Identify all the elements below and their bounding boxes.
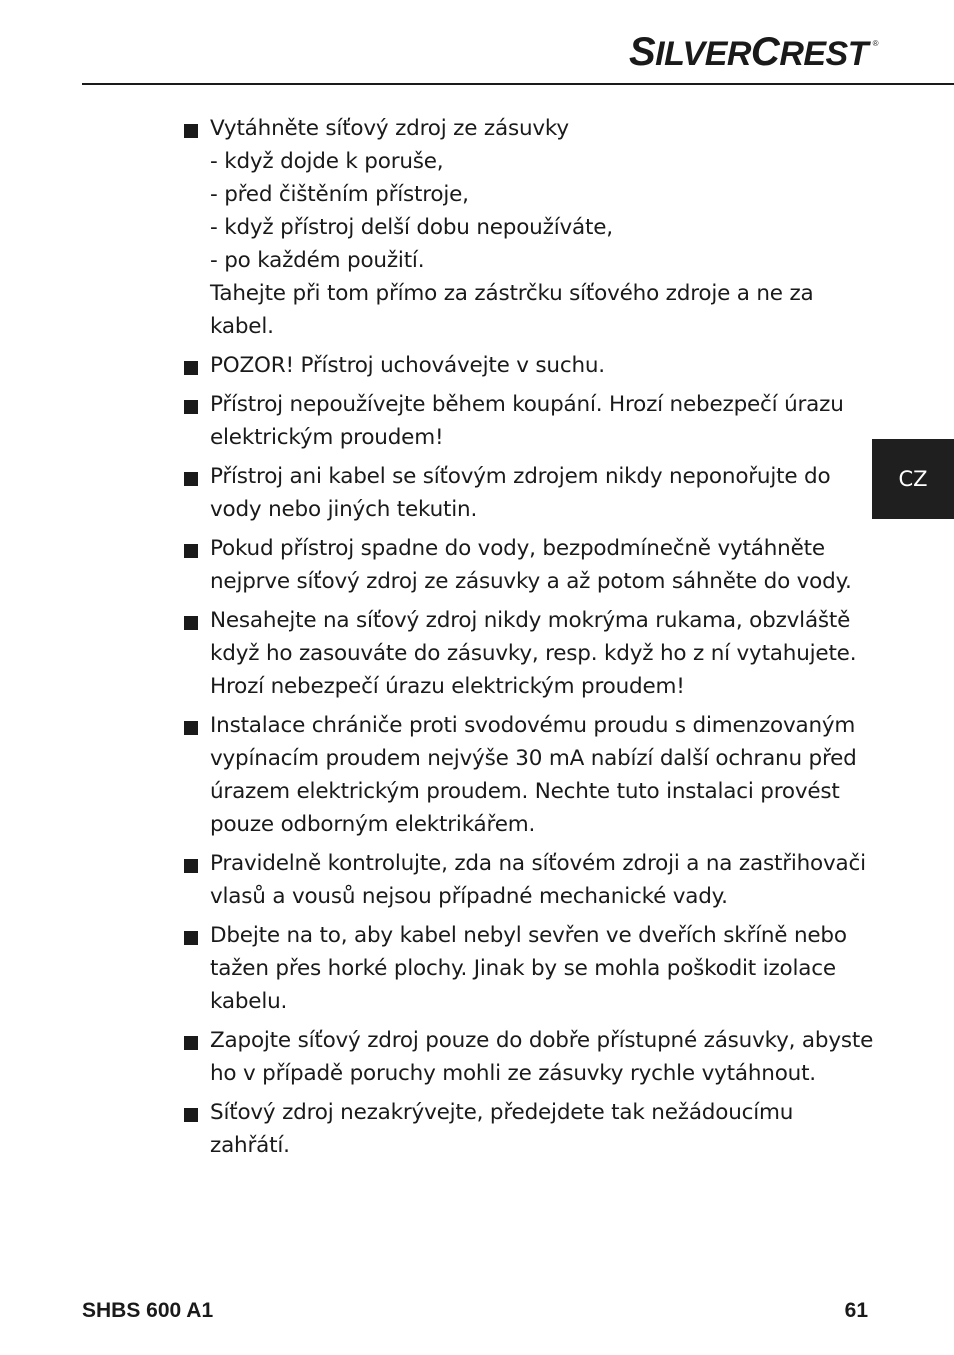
square-bullet-icon (184, 400, 198, 414)
list-item-line: - po každém použití. (210, 248, 425, 273)
list-item (184, 847, 866, 913)
list-item (184, 604, 857, 703)
list-item-line: Síťový zdroj nezakrývejte, předejdete tak nežádoucímu (210, 1100, 794, 1125)
list-item-line: pouze odborným elektrikářem. (210, 812, 536, 837)
square-bullet-icon (184, 124, 198, 138)
square-bullet-icon (184, 472, 198, 486)
list-item (184, 919, 847, 1018)
list-item (184, 349, 844, 382)
footer-model-number: SHBS 600 A1 (82, 1299, 214, 1322)
list-item-line: Pravidelně kontrolujte, zda na síťovém zdroji a na zastřihovači (210, 851, 866, 876)
list-item-line: Vytáhněte síťový zdroj ze zásuvky (210, 116, 569, 141)
list-item-line: úrazem elektrickým proudem. Nechte tuto instalaci provést (210, 779, 840, 804)
list-item (184, 1024, 874, 1090)
footer-page-number: 61 (844, 1299, 868, 1322)
header-divider (82, 83, 954, 85)
square-bullet-icon (184, 1108, 198, 1122)
square-bullet-icon (184, 859, 198, 873)
safety-instructions-list (184, 112, 874, 1168)
list-item-line: Přístroj nepoužívejte během koupání. Hrozí nebezpečí úrazu (210, 392, 844, 417)
list-item-line: kabel. (210, 314, 274, 339)
language-tab-label: CZ (898, 467, 928, 491)
list-item (184, 388, 844, 454)
square-bullet-icon (184, 616, 198, 630)
list-item-line: Instalace chrániče proti svodovému proudu s dimenzovaným (210, 713, 856, 738)
list-item-line: Dbejte na to, aby kabel nebyl sevřen ve dveřích skříně nebo (210, 923, 847, 948)
list-item-line: elektrickým proudem! (210, 425, 444, 450)
list-item (184, 112, 844, 343)
logo-part2-initial: C (750, 30, 780, 74)
list-item-line: Hrozí nebezpečí úrazu elektrickým proudem! (210, 674, 685, 699)
list-item-line: Pokud přístroj spadne do vody, bezpodmínečně vytáhněte (210, 536, 825, 561)
list-item-line: tažen přes horké plochy. Jinak by se mohla poškodit izolace (210, 956, 836, 981)
square-bullet-icon (184, 361, 198, 375)
list-item (184, 460, 844, 526)
list-item-line: nejprve síťový zdroj ze zásuvky a až potom sáhněte do vody. (210, 569, 852, 594)
list-item-line: vypínacím proudem nejvýše 30 mA nabízí další ochranu před (210, 746, 857, 771)
list-item-line: - před čištěním přístroje, (210, 182, 469, 207)
logo-part2-rest: REST (779, 35, 868, 73)
list-item (184, 1096, 844, 1162)
list-item-line: vlasů a vousů nejsou případné mechanické vady. (210, 884, 728, 909)
list-item (184, 532, 852, 598)
registered-mark: ® (872, 39, 878, 48)
list-item-line: Tahejte při tom přímo za zástrčku síťového zdroje a ne za (210, 281, 814, 306)
list-item-line: ho v případě poruchy mohli ze zásuvky rychle vytáhnout. (210, 1061, 816, 1086)
list-item-line: zahřátí. (210, 1133, 290, 1158)
list-item (184, 709, 857, 841)
square-bullet-icon (184, 544, 198, 558)
list-item-line: Přístroj ani kabel se síťovým zdrojem nikdy neponořujte do (210, 464, 831, 489)
brand-logo (628, 30, 878, 74)
square-bullet-icon (184, 931, 198, 945)
square-bullet-icon (184, 1036, 198, 1050)
list-item-line: - když dojde k poruše, (210, 149, 444, 174)
list-item-line: Nesahejte na síťový zdroj nikdy mokrýma rukama, obzvláště (210, 608, 851, 633)
list-item-line: POZOR! Přístroj uchovávejte v suchu. (210, 353, 605, 378)
logo-part1-initial: S (628, 30, 656, 74)
list-item-line: když ho zasouváte do zásuvky, resp. když ho z ní vytahujete. (210, 641, 857, 666)
list-item-line: - když přístroj delší dobu nepoužíváte, (210, 215, 613, 240)
square-bullet-icon (184, 721, 198, 735)
list-item-line: vody nebo jiných tekutin. (210, 497, 478, 522)
language-tab (872, 439, 954, 519)
list-item-line: kabelu. (210, 989, 288, 1014)
list-item-line: Zapojte síťový zdroj pouze do dobře přístupné zásuvky, abyste (210, 1028, 874, 1053)
logo-part1-rest: ILVER (655, 35, 751, 73)
